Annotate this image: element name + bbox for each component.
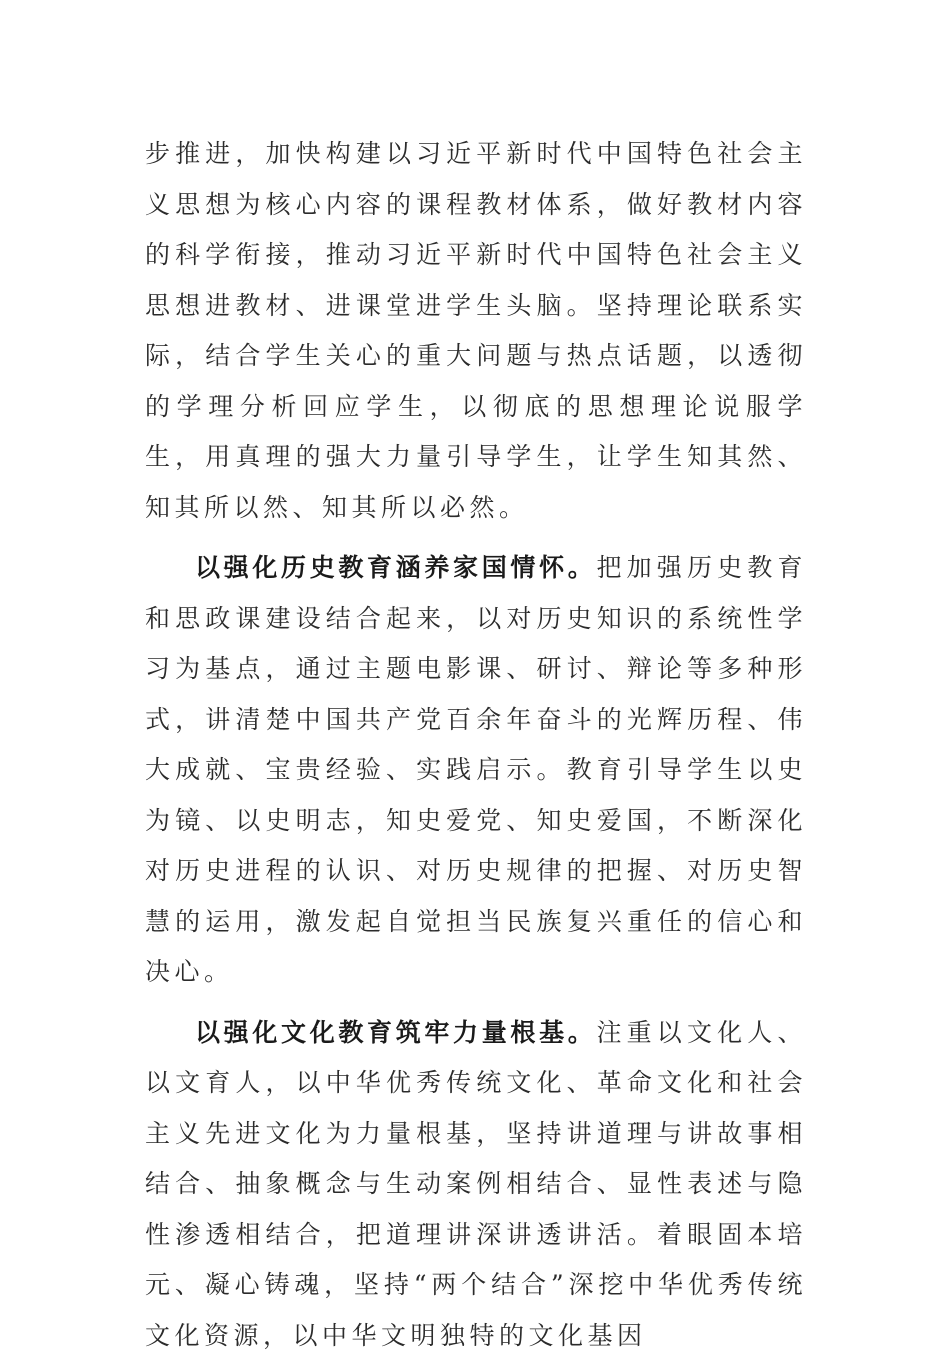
paragraph-heading: 以强化历史教育涵养家国情怀。 bbox=[195, 553, 597, 582]
paragraph-text: 注重以文化人、以文育人，以中华优秀传统文化、革命文化和社会主义先进文化为力量根基，坚持讲道理与讲故事相结合、抽象概念与生动案例相结合、显性表述与隐性渗透相结合，把道理讲深讲透讲活。着眼固本培元、凝心铸魂，坚持“两个结合”深挖中华优秀传统文化资源，以中华文明独特的文化基因 bbox=[145, 1017, 807, 1350]
document-body bbox=[145, 129, 807, 1371]
paragraph-culture-education bbox=[145, 1008, 807, 1362]
paragraph-text: 步推进，加快构建以习近平新时代中国特色社会主义思想为核心内容的课程教材体系，做好教材内容的科学衔接，推动习近平新时代中国特色社会主义思想进教材、进课堂进学生头脑。坚持理论联系实际，结合学生关心的重大问题与热点话题，以透彻的学理分析回应学生，以彻底的思想理论说服学生，用真理的强大力量引导学生，让学生知其然、知其所以然、知其所以必然。 bbox=[145, 139, 807, 522]
paragraph-continuation bbox=[145, 129, 807, 533]
paragraph-text: 把加强历史教育和思政课建设结合起来，以对历史知识的系统性学习为基点，通过主题电影课、研讨、辩论等多种形式，讲清楚中国共产党百余年奋斗的光辉历程、伟大成就、宝贵经验、实践启示。教育引导学生以史为镜、以史明志，知史爱党、知史爱国，不断深化对历史进程的认识、对历史规律的把握、对历史智慧的运用，激发起自觉担当民族复兴重任的信心和决心。 bbox=[145, 553, 807, 986]
paragraph-heading: 以强化文化教育筑牢力量根基。 bbox=[195, 1017, 597, 1047]
paragraph-history-education bbox=[145, 543, 807, 998]
